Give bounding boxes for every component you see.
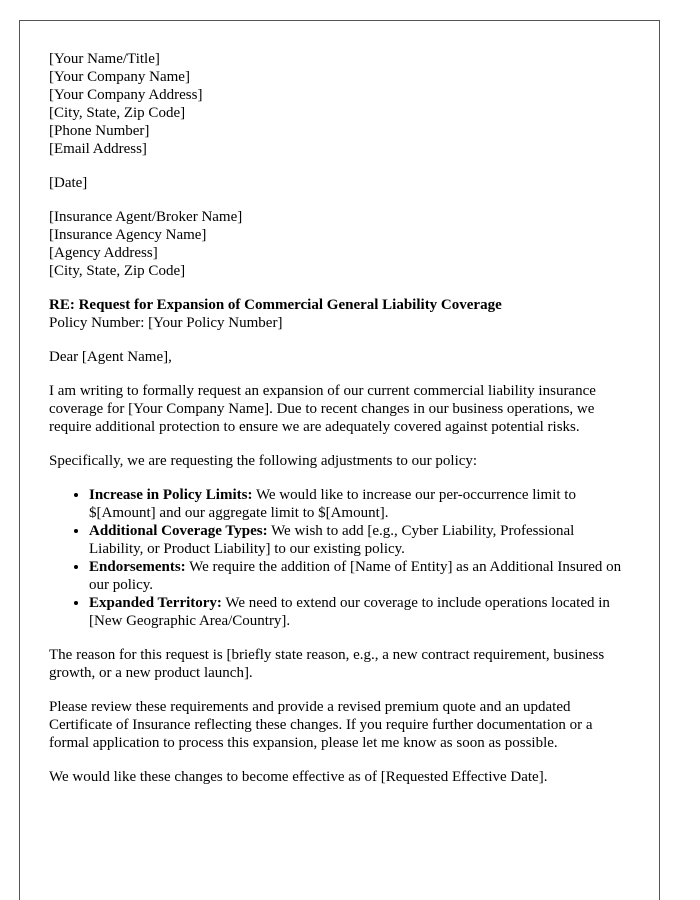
effective-date-paragraph: We would like these changes to become effective as of [Requested Effective Date]. — [49, 769, 548, 785]
specifically-paragraph: Specifically, we are requesting the following adjustments to our policy: — [49, 453, 478, 469]
list-item-label: Endorsements: — [89, 559, 186, 575]
subject-block — [49, 296, 631, 332]
sender-email: [Email Address] — [49, 141, 147, 157]
sender-city-state-zip: [City, State, Zip Code] — [49, 105, 186, 121]
sender-address: [Your Company Address] — [49, 87, 203, 103]
letter-date: [Date] — [49, 175, 88, 191]
list-item-text: We wish to add [e.g., Cyber Liability, Professional Liability, or Product Liability] to our existing policy. — [89, 523, 575, 557]
list-item — [89, 594, 631, 630]
recipient-agency-name: [Insurance Agency Name] — [49, 227, 207, 243]
list-item — [89, 522, 631, 558]
review-paragraph: Please review these requirements and provide a revised premium quote and an updated Certificate of Insurance reflecting these changes. If you require further documentation or a formal application to process this expansion, please let me know as soon as possible. — [49, 699, 593, 751]
list-item — [89, 558, 631, 594]
date-block — [49, 174, 631, 192]
recipient-city-state-zip: [City, State, Zip Code] — [49, 263, 186, 279]
list-item-text: We require the addition of [Name of Entity] as an Additional Insured on our policy. — [89, 559, 622, 593]
salutation: Dear [Agent Name], — [49, 349, 172, 365]
reason-paragraph: The reason for this request is [briefly state reason, e.g., a new contract requirement, business growth, or a new product launch]. — [49, 647, 605, 681]
list-item-label: Increase in Policy Limits: — [89, 487, 253, 503]
list-item — [89, 486, 631, 522]
policy-number: Policy Number: [Your Policy Number] — [49, 315, 283, 331]
recipient-block — [49, 208, 631, 280]
intro-paragraph: I am writing to formally request an expansion of our current commercial liability insurance coverage for [Your Company Name]. Due to recent changes in our business operations, we require additional protection to ensure we are adequately covered against potential risks. — [49, 383, 596, 435]
sender-company: [Your Company Name] — [49, 69, 190, 85]
list-item-label: Additional Coverage Types: — [89, 523, 268, 539]
sender-name-title: [Your Name/Title] — [49, 51, 160, 67]
recipient-agency-address: [Agency Address] — [49, 245, 158, 261]
list-item-text: We need to extend our coverage to include operations located in [New Geographic Area/Country]. — [89, 595, 610, 629]
sender-block — [49, 50, 631, 158]
adjustments-list — [49, 486, 631, 630]
letter-page — [19, 20, 660, 900]
recipient-agent-name: [Insurance Agent/Broker Name] — [49, 209, 243, 225]
list-item-text: We would like to increase our per-occurrence limit to $[Amount] and our aggregate limit to $[Amount]. — [89, 487, 576, 521]
subject-re-line: RE: Request for Expansion of Commercial General Liability Coverage — [49, 297, 502, 313]
sender-phone: [Phone Number] — [49, 123, 150, 139]
list-item-label: Expanded Territory: — [89, 595, 222, 611]
